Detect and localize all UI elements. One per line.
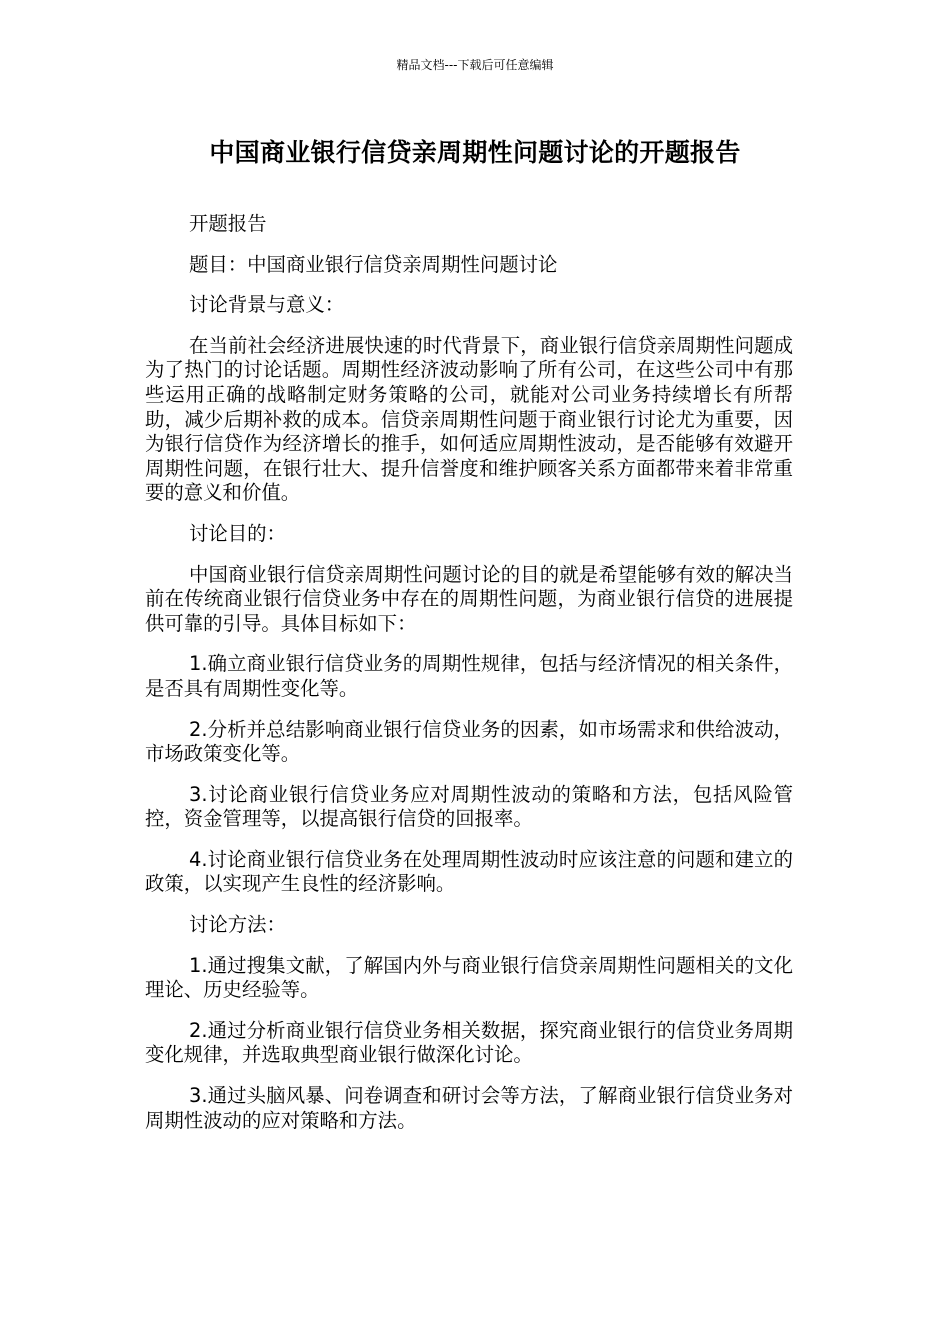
list-item-goal-2: 2.分析并总结影响商业银行信贷业务的因素，如市场需求和供给波动，市场政策变化等。 xyxy=(145,717,793,766)
heading-methods: 讨论方法： xyxy=(189,913,286,937)
list-item-goal-1: 1.确立商业银行信贷业务的周期性规律，包括与经济情况的相关条件，是否具有周期性变化等。 xyxy=(145,652,793,700)
paragraph-purpose: 中国商业银行信贷亲周期性问题讨论的目的就是希望能够有效的解决当前在传统商业银行信贷业务中存在的周期性问题，为商业银行信贷的进展提供可靠的引导。具体目标如下： xyxy=(145,562,793,635)
list-item-goal-4: 4.讨论商业银行信贷业务在处理周期性波动时应该注意的问题和建立的政策，以实现产生良性的经济影响。 xyxy=(145,847,793,896)
heading-background: 讨论背景与意义： xyxy=(189,293,345,317)
list-item-method-1: 1.通过搜集文献，了解国内外与商业银行信贷亲周期性问题相关的文化理论、历史经验等。 xyxy=(145,953,793,1002)
list-item-goal-3: 3.讨论商业银行信贷业务应对周期性波动的策略和方法，包括风险管控，资金管理等，以提高银行信贷的回报率。 xyxy=(145,782,793,831)
list-item-method-2: 2.通过分析商业银行信贷业务相关数据，探究商业银行的信贷业务周期变化规律，并选取典型商业银行做深化讨论。 xyxy=(145,1018,793,1067)
heading-purpose: 讨论目的： xyxy=(189,521,286,545)
paragraph-background: 在当前社会经济进展快速的时代背景下，商业银行信贷亲周期性问题成为了热门的讨论话题。周期性经济波动影响了所有公司，在这些公司中有那些运用正确的战略制定财务策略的公司，就能对公司业务持续增长有所帮助，减少后期补救的成本。信贷亲周期性问题于商业银行讨论尤为重要，因为银行信贷作为经济增长的推手，如何适应周期性波动，是否能够有效避开周期性问题，在银行壮大、提升信誉度和维护顾客关系方面都带来着非常重要的意义和价值。 xyxy=(145,333,793,505)
paragraph-topic: 题目：中国商业银行信贷亲周期性问题讨论 xyxy=(189,252,558,276)
document-title: 中国商业银行信贷亲周期性问题讨论的开题报告 xyxy=(209,138,741,167)
header-note: 精品文档---下载后可任意编辑 xyxy=(396,58,554,72)
list-item-method-3: 3.通过头脑风暴、问卷调查和研讨会等方法，了解商业银行信贷业务对周期性波动的应对策略和方法。 xyxy=(145,1084,793,1132)
document-body xyxy=(145,212,793,1149)
paragraph-report-label: 开题报告 xyxy=(189,212,267,235)
